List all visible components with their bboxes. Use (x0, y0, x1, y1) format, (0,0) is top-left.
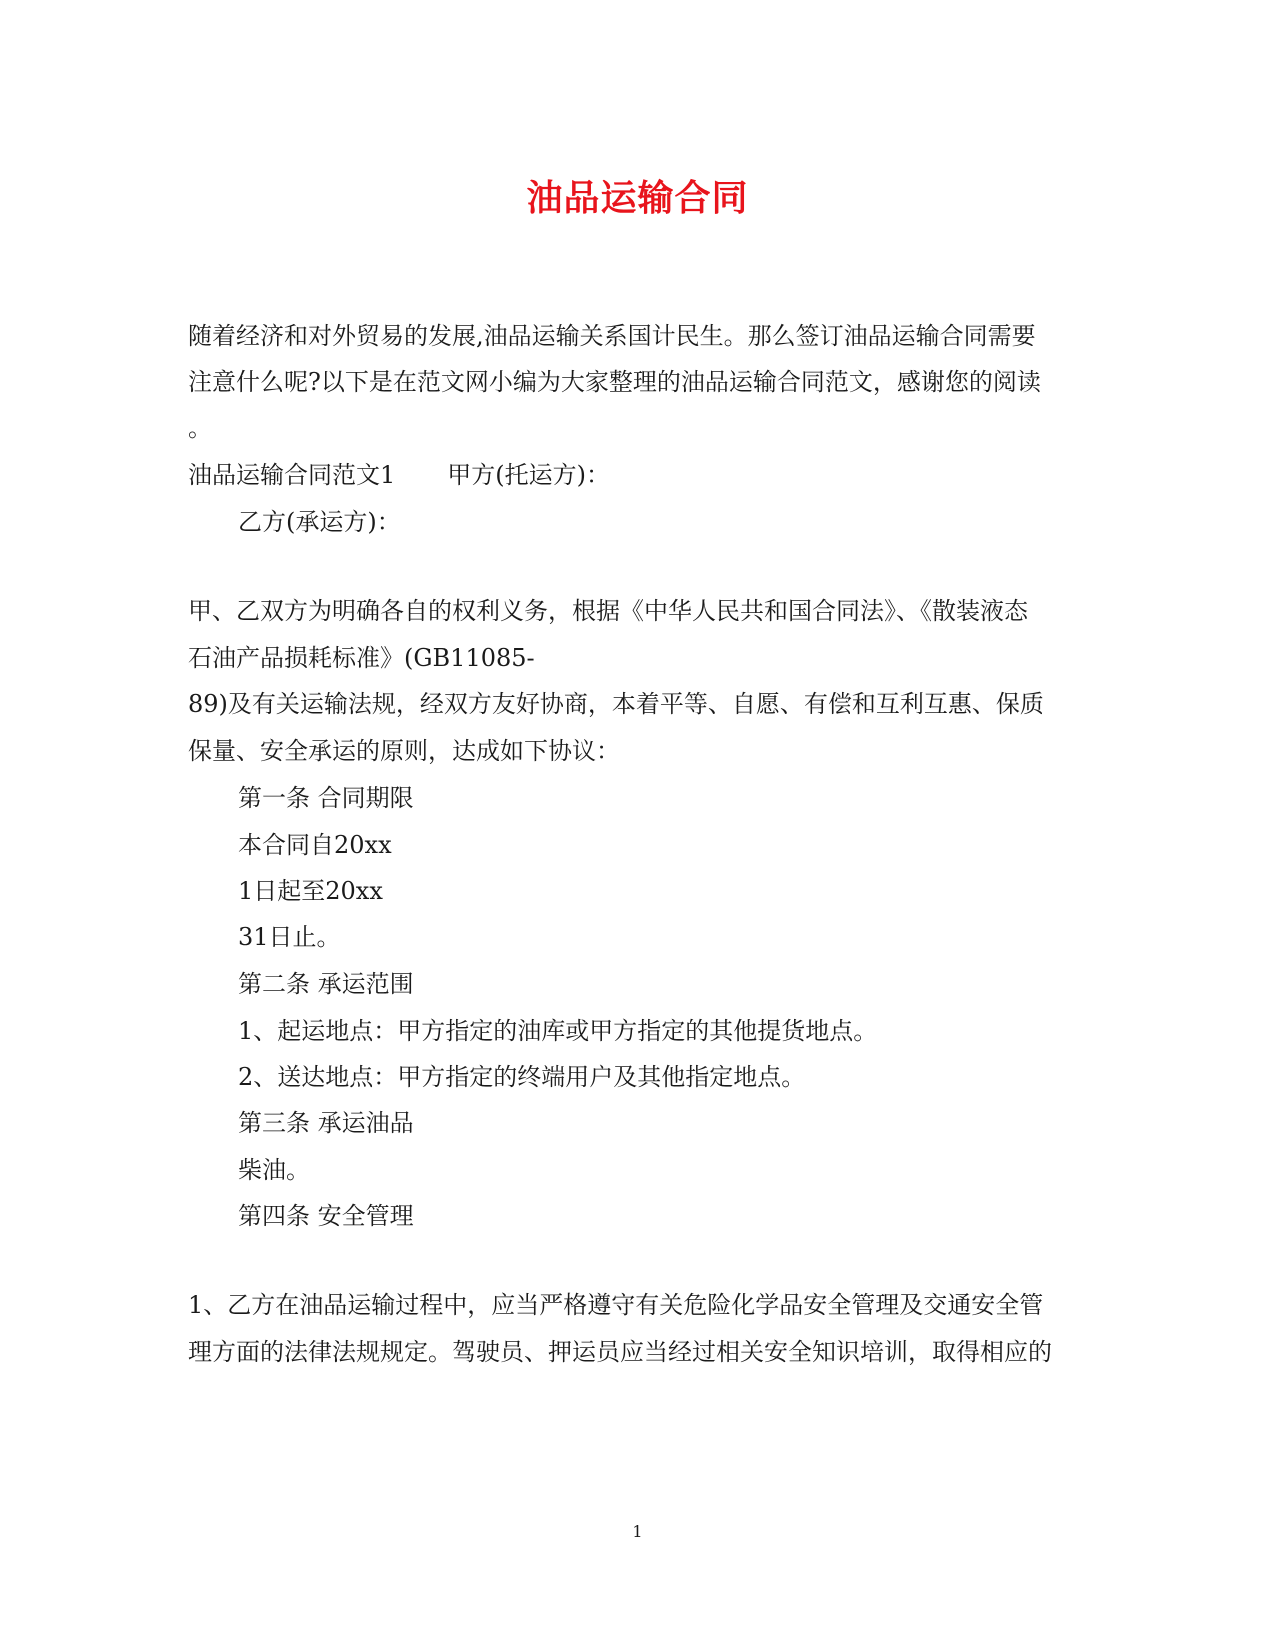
intro-line-2: 注意什么呢?以下是在范文网小编为大家整理的油品运输合同范文，感谢您的阅读 (188, 368, 1041, 396)
page-number: 1 (632, 1522, 643, 1541)
preamble-line-4: 保量、安全承运的原则，达成如下协议： (188, 737, 620, 765)
article-3-line-1: 柴油。 (238, 1156, 310, 1184)
sample-heading: 油品运输合同范文1 (188, 461, 396, 489)
article-4-title: 第四条 安全管理 (238, 1202, 414, 1230)
article-2-line-2: 2、送达地点：甲方指定的终端用户及其他指定地点。 (238, 1063, 806, 1091)
article-4-line-2: 理方面的法律法规规定。驾驶员、押运员应当经过相关安全知识培训，取得相应的 (188, 1338, 1052, 1366)
preamble-line-2: 石油产品损耗标准》(GB11085- (188, 644, 535, 672)
article-1-line-1: 本合同自20xx (238, 831, 392, 859)
article-3-title: 第三条 承运油品 (238, 1109, 414, 1137)
party-b-label: 乙方(承运方)： (238, 508, 401, 536)
article-1-title: 第一条 合同期限 (238, 784, 414, 812)
article-2-title: 第二条 承运范围 (238, 970, 414, 998)
document-title: 油品运输合同 (526, 177, 749, 219)
party-a-label: 甲方(托运方)： (447, 461, 611, 489)
article-2-line-1: 1、起运地点：甲方指定的油库或甲方指定的其他提货地点。 (238, 1017, 878, 1045)
article-1-line-2: 1日起至20xx (238, 877, 383, 905)
sample-heading-row (188, 460, 610, 490)
article-1-line-3: 31日止。 (238, 923, 341, 951)
preamble-line-1: 甲、乙双方为明确各自的权利义务，根据《中华人民共和国合同法》、《散装液态 (188, 597, 1028, 625)
intro-line-3: 。 (188, 414, 212, 442)
preamble-line-3: 89)及有关运输法规，经双方友好协商，本着平等、自愿、有偿和互利互惠、保质 (188, 690, 1044, 718)
article-4-line-1: 1、乙方在油品运输过程中，应当严格遵守有关危险化学品安全管理及交通安全管 (188, 1291, 1044, 1319)
intro-line-1: 随着经济和对外贸易的发展,油品运输关系国计民生。那么签订油品运输合同需要 (188, 322, 1036, 350)
